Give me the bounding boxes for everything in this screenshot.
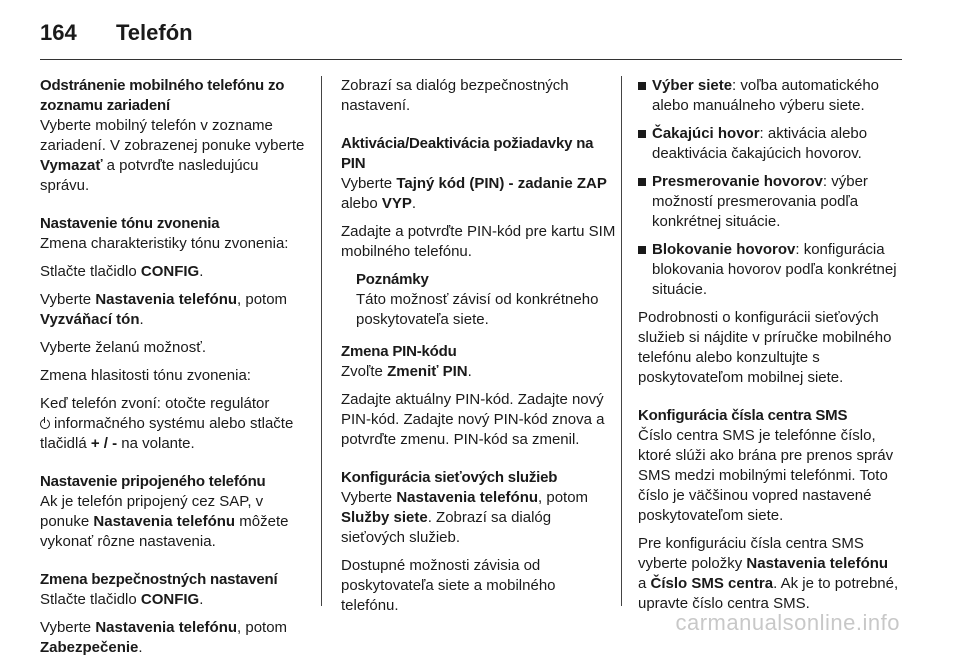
column-divider-2 [621,76,622,606]
paragraph: Keď telefón zvoní: otočte regulátor informačného systému alebo stlačte tlačidlá + / - na volante. [40,395,294,452]
list-item: Čakajúci hovor: aktivácia alebo deaktivácia čakajúcich hovorov. [638,124,906,164]
watermark: carmanualsonline.info [675,610,900,635]
page-number: 164 [40,20,77,45]
column-divider-1 [321,76,322,606]
section-heading: Aktivácia/Deaktivácia požiadavky na PIN [341,135,594,172]
section-security: Zmena bezpečnostných nastavení Stlačte tlačidlo CONFIG. [40,570,310,610]
bullet-square-icon [638,130,646,138]
paragraph: Vyberte Nastavenia telefónu, potom Vyzváňací tón. [40,291,288,328]
section-heading: Nastavenie tónu zvonenia [40,215,220,232]
section-heading: Zmena PIN-kódu [341,343,457,360]
section-network-services: Konfigurácia sieťových služieb Vyberte Nastavenia telefónu, potom Služby siete. Zobrazí sa dialóg sieťových služieb. [341,468,616,548]
section-heading: Konfigurácia čísla centra SMS [638,407,848,424]
paragraph: Zadajte aktuálny PIN-kód. Zadajte nový PIN-kód. Zadajte nový PIN-kód znova a potvrďte zmenu. PIN-kód sa zmenil. [341,391,605,448]
paragraph: Stlačte tlačidlo CONFIG. [40,263,204,280]
section-pin-request: Aktivácia/Deaktivácia požiadavky na PIN Vyberte Tajný kód (PIN) - zadanie ZAP alebo VYP. [341,134,616,214]
header-divider [40,59,902,60]
section-ringtone: Nastavenie tónu zvonenia Zmena charakteristiky tónu zvonenia: [40,214,310,254]
column-1 [40,76,310,666]
paragraph: Pre konfiguráciu čísla centra SMS vyberte položky Nastavenia telefónu a Číslo SMS centra. Ak je to potrebné, upravte číslo centra SMS. [638,535,899,612]
paragraph: Zmena hlasitosti tónu zvonenia: [40,367,251,384]
paragraph: Podrobnosti o konfigurácii sieťových služieb si nájdite v príručke mobilného telefónu alebo konzultujte s poskytovateľom mobilnej siete. [638,309,892,386]
paragraph: Zadajte a potvrďte PIN-kód pre kartu SIM mobilného telefónu. [341,223,616,260]
section-connected-phone: Nastavenie pripojeného telefónu Ak je telefón pripojený cez SAP, v ponuke Nastavenia telefónu môžete vykonať rôzne nastavenia. [40,472,310,552]
section-heading: Nastavenie pripojeného telefónu [40,473,266,490]
section-heading: Odstránenie mobilného telefónu zo zoznamu zariadení [40,77,285,114]
section-change-pin: Zmena PIN-kódu Zvoľte Zmeniť PIN. [341,342,616,382]
paragraph: Dostupné možnosti závisia od poskytovateľa siete a mobilného telefónu. [341,557,556,614]
section-sms-center: Konfigurácia čísla centra SMS Číslo centra SMS je telefónne číslo, ktoré slúži ako brána pre prenos správ SMS medzi mobilnými telefónmi. Toto číslo je väčšinou vopred nastavené poskytovateľom siete. [638,406,906,526]
column-2 [341,76,616,624]
bullet-square-icon [638,246,646,254]
section-remove-phone: Odstránenie mobilného telefónu zo zoznamu zariadení Vyberte mobilný telefón v zozname zariadení. V zobrazenej ponuke vyberte Vymazať a potvrďte nasledujúcu správu. [40,76,310,196]
paragraph: Vyberte Nastavenia telefónu, potom Zabezpečenie. [40,619,288,656]
paragraph: Zobrazí sa dialóg bezpečnostných nastavení. [341,77,569,114]
section-heading: Konfigurácia sieťových služieb [341,469,558,486]
bullet-square-icon [638,178,646,186]
list-item: Výber siete: voľba automatického alebo manuálneho výberu siete. [638,76,906,116]
list-item: Blokovanie hovorov: konfigurácia blokovania hovorov podľa konkrétnej situácie. [638,240,906,300]
paragraph: Vyberte želanú možnosť. [40,339,206,356]
power-knob-icon [40,419,50,429]
note-text: Táto možnosť závisí od konkrétneho poskytovateľa siete. [356,291,599,328]
note-box [356,270,616,330]
page-title: Telefón [116,20,193,45]
list-item: Presmerovanie hovorov: výber možností presmerovania podľa konkrétnej situácie. [638,172,906,232]
note-heading: Poznámky [356,271,429,288]
bullet-square-icon [638,82,646,90]
column-3 [638,76,906,622]
section-heading: Zmena bezpečnostných nastavení [40,571,278,588]
